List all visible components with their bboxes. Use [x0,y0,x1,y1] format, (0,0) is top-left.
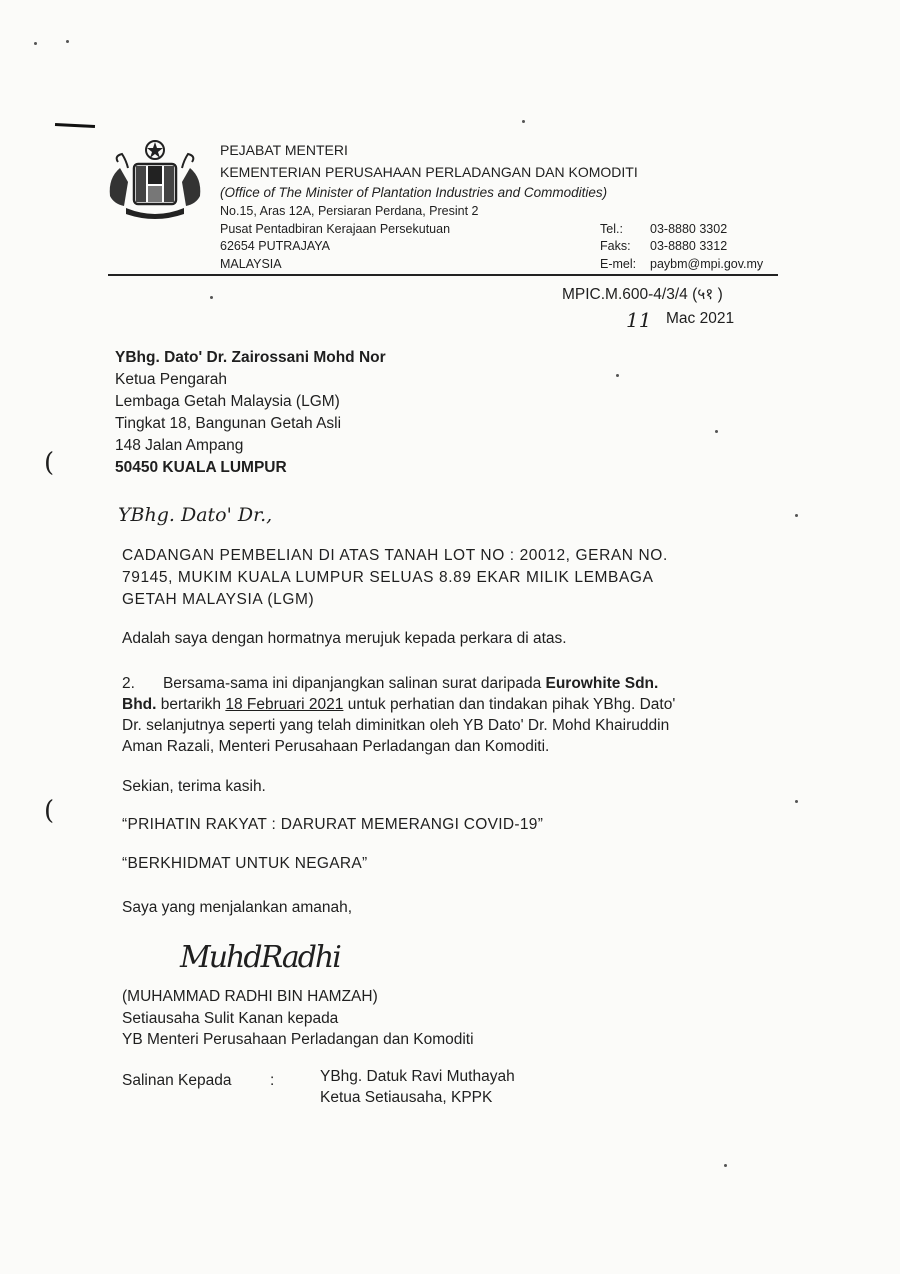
cc-colon: : [270,1072,275,1089]
handwritten-signature: MuhdRadhi [180,940,340,975]
scan-speck [795,800,798,803]
margin-mark: ( [44,796,55,826]
cc-recipient-title: Ketua Setiausaha, KPPK [320,1089,493,1106]
tel-value: 03-8880 3302 [650,222,728,236]
email-value: paybm@mpi.gov.my [650,257,764,271]
scan-mark [55,123,95,128]
paragraph-number: 2. [122,675,135,692]
subject-line: 79145, MUKIM KUALA LUMPUR SELUAS 8.89 EKAR MILIK LEMBAGA [122,569,654,586]
tel-label: Tel.: [600,222,623,236]
ministry-title: KEMENTERIAN PERUSAHAAN PERLADANGAN DAN KOMODITI [220,164,638,180]
slogan-2: “BERKHIDMAT UNTUK NEGARA” [122,855,368,872]
cc-label: Salinan Kepada [122,1072,232,1089]
salutation: YBhg. Dato' Dr., [118,504,273,526]
address-line: MALAYSIA [220,257,282,271]
scan-speck [66,40,69,43]
coat-of-arms-logo [100,138,210,220]
referenced-date: 18 Februari 2021 [225,696,344,713]
letterhead-divider [108,274,778,276]
margin-mark: ( [44,448,55,478]
scan-speck [34,42,37,45]
paragraph-2-line-2 [122,694,675,715]
paragraph-2-line-4: Aman Razali, Menteri Perusahaan Perladangan dan Komoditi. [122,738,550,755]
address-line: Pusat Pentadbiran Kerajaan Persekutuan [220,222,451,236]
paragraph-1: Adalah saya dengan hormatnya merujuk kepada perkara di atas. [122,630,567,647]
subject-line: GETAH MALAYSIA (LGM) [122,591,315,608]
signatory-title: Setiausaha Sulit Kanan kepada [122,1010,339,1027]
scan-speck [715,430,718,433]
paragraph-2-line-3: Dr. selanjutnya seperti yang telah diminitkan oleh YB Dato' Dr. Mohd Khairuddin [122,717,670,734]
recipient-line: Tingkat 18, Bangunan Getah Asli [115,415,342,432]
paragraph-2-line-1 [122,673,658,694]
paragraph-text: Bersama-sama ini dipanjangkan salinan surat daripada [162,675,546,692]
recipient-line: Ketua Pengarah [115,371,228,388]
slogan-1: “PRIHATIN RAKYAT : DARURAT MEMERANGI COVID-19” [122,816,544,833]
paragraph-text: untuk perhatian dan tindakan pihak YBhg. Dato' [343,696,676,713]
date-day-handwritten: 11 [626,308,652,332]
cc-recipient-name: YBhg. Datuk Ravi Muthayah [320,1068,515,1085]
recipient-line: 148 Jalan Ampang [115,437,244,454]
ministry-title-english: (Office of The Minister of Plantation Industries and Commodities) [220,185,608,200]
scan-speck [210,296,213,299]
scan-speck [795,514,798,517]
reference-number: MPIC.M.600-4/3/4 (५१ ) [562,286,723,303]
address-line: 62654 PUTRAJAYA [220,239,331,253]
company-name: Eurowhite Sdn. [545,675,659,692]
recipient-name: YBhg. Dato' Dr. Zairossani Mohd Nor [115,349,386,366]
signatory-title: YB Menteri Perusahaan Perladangan dan Komoditi [122,1031,474,1048]
company-name: Bhd. [122,696,157,713]
letter-date: Mac 2021 [666,310,735,327]
scan-speck [616,374,619,377]
sign-off: Saya yang menjalankan amanah, [122,899,353,916]
recipient-line: Lembaga Getah Malaysia (LGM) [115,393,340,410]
scan-speck [522,120,525,123]
recipient-city: 50450 KUALA LUMPUR [115,459,287,476]
address-line: No.15, Aras 12A, Persiaran Perdana, Presint 2 [220,204,479,218]
office-title: PEJABAT MENTERI [220,142,348,158]
signatory-name: (MUHAMMAD RADHI BIN HAMZAH) [122,988,378,1005]
paragraph-text: bertarikh [156,696,226,713]
email-label: E-mel: [600,257,637,271]
fax-label: Faks: [600,239,631,253]
subject-line: CADANGAN PEMBELIAN DI ATAS TANAH LOT NO : 20012, GERAN NO. [122,547,668,564]
closing-line: Sekian, terima kasih. [122,778,266,795]
scan-speck [724,1164,727,1167]
fax-value: 03-8880 3312 [650,239,728,253]
